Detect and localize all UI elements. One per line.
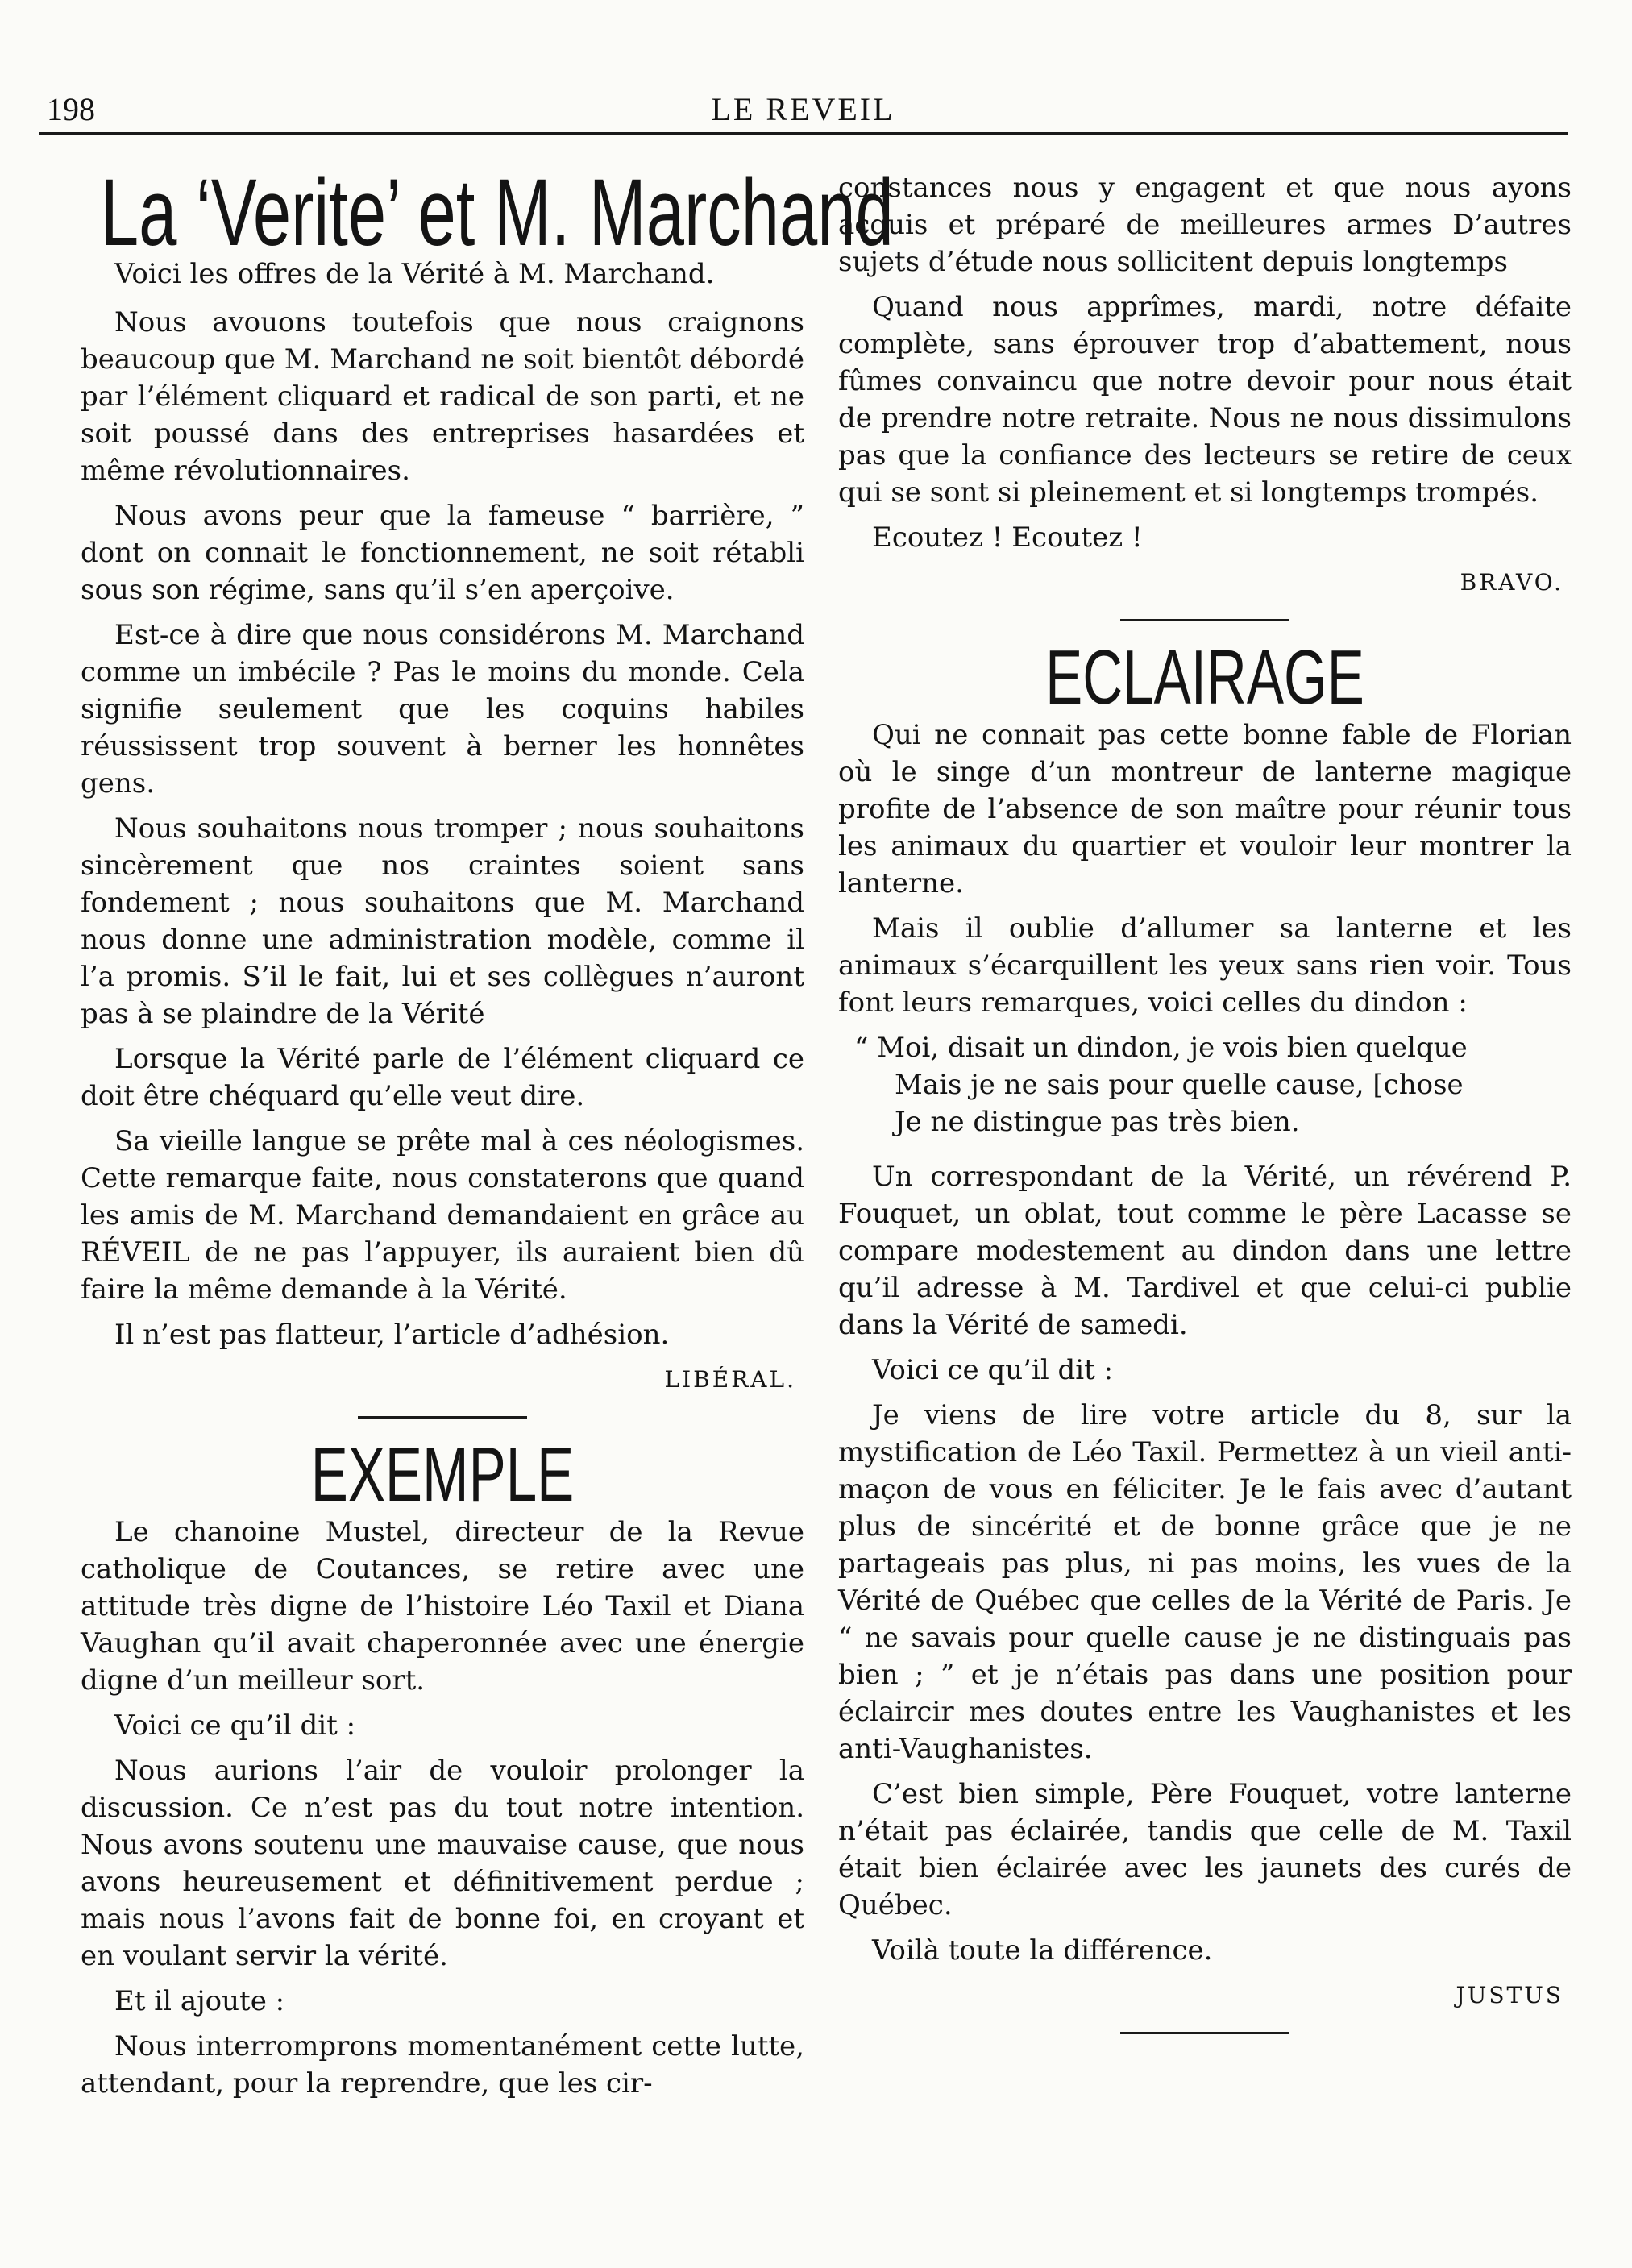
article-paragraph: Le chanoine Mustel, directeur de la Revue catholique de Coutances, se retire avec une attitude très digne de l’histoire Léo Taxil et Diana Vaughan qu’il avait chaperonnée avec une énergie digne d’un meilleur sort. <box>81 1516 804 1697</box>
article-paragraph: C’est bien simple, Père Fouquet, votre lanterne n’était pas éclairée, tandis que celle de M. Taxil était bien éclairée avec les jaunets des curés de Québec. <box>838 1778 1572 1921</box>
article-paragraph: Sa vieille langue se prête mal à ces néologismes. Cette remarque faite, nous constaterons que quand les amis de M. Marchand demandaient en grâce au RÉVEIL de ne pas l’appuyer, ils auraient bien dû faire la même demande à la Vérité. <box>81 1125 804 1306</box>
article-signature: BRAVO. <box>1460 569 1563 596</box>
fable-verse <box>838 1029 1572 1140</box>
left-column <box>81 160 894 2110</box>
article-headline-eclairage: ECLAIRAGE <box>1045 634 1364 721</box>
article-paragraph: Qui ne connait pas cette bonne fable de Florian où le singe d’un montreur de lanterne magique profite de l’absence de son maître pour réunir tous les animaux du quartier et vouloir leur montrer la lanterne. <box>838 719 1572 899</box>
article-paragraph: Est-ce à dire que nous considérons M. Marchand comme un imbécile ? Pas le moins du monde. Cela signifie seulement que les coquins habiles réussissent trop souvent à berner les honnêtes gens. <box>81 619 804 800</box>
article-paragraph: Un correspondant de la Vérité, un révérend P. Fouquet, un oblat, tout comme le père Lacasse se compare modestement au dindon dans une lettre qu’il adresse à M. Tardivel et que celui-ci publie dans la Vérité de samedi. <box>838 1161 1572 1341</box>
article-paragraph: Et il ajoute : <box>114 1985 285 2017</box>
right-column <box>838 169 1572 2052</box>
article-paragraph: Voici les offres de la Vérité à M. Marchand. <box>114 258 715 290</box>
quoted-paragraph: Nous aurions l’air de vouloir prolonger la discussion. Ce n’est pas du tout notre intention. Nous avons soutenu une mauvaise cause, que nous avons heureusement et définitivement perdue ; mais nous l’avons fait de bonne foi, en croyant et en voulant servir la vérité. <box>81 1755 804 1972</box>
article-paragraph: Mais il oublie d’allumer sa lanterne et les animaux s’écarquillent les yeux sans rien voir. Tous font leurs remarques, voici celles du dindon : <box>838 912 1572 1019</box>
article-paragraph: Nous avons peur que la fameuse “ barrière, ” dont on connait le fonctionnement, ne soit rétabli sous son régime, sans qu’il s’en aperçoive. <box>81 500 804 606</box>
verse-line: Je ne distingue pas très bien. <box>895 1106 1300 1138</box>
article-signature: JUSTUS <box>1456 1982 1563 2008</box>
running-header <box>39 87 1568 135</box>
section-divider <box>1120 2032 1289 2034</box>
quoted-paragraph: Nous interromprons momentanément cette lutte, attendant, pour la reprendre, que les cir- <box>81 2030 804 2100</box>
article-paragraph: Lorsque la Vérité parle de l’élément cliquard ce doit être chéquard qu’elle veut dire. <box>81 1043 804 1112</box>
page-number: 198 <box>47 91 95 127</box>
article-paragraph: Quand nous apprîmes, mardi, notre défaite complète, sans éprouver trop d’abattement, nous fûmes convaincu que notre devoir pour nous était de prendre notre retraite. Nous ne nous dissimulons pas que la confiance des lecteurs se retire de ceux qui se sont si pleinement et si longtemps trompés. <box>838 291 1572 509</box>
article-paragraph: Nous avouons toutefois que nous craignons beaucoup que M. Marchand ne soit bientôt débordé par l’élément cliquard et radical de son parti, et ne soit poussé dans des entreprises hasardées et même révolutionnaires. <box>81 306 804 487</box>
article-paragraph: Nous souhaitons nous tromper ; nous souhaitons sincèrement que nos craintes soient sans fondement ; nous souhaitons que M. Marchand nous donne une administration modèle, comme il l’a promis. S’il le fait, lui et ses collègues n’auront pas à se plaindre de la Vérité <box>81 812 804 1030</box>
article-paragraph: Ecoutez ! Ecoutez ! <box>872 521 1143 554</box>
continued-paragraph: constances nous y engagent et que nous ayons acquis et préparé de meilleures armes D’autres sujets d’étude nous sollicitent depuis longtemps <box>838 172 1572 278</box>
article-headline-verite: La ‘Verite’ et M. Marchand <box>100 160 894 266</box>
article-paragraph: Il n’est pas flatteur, l’article d’adhésion. <box>114 1319 670 1351</box>
article-paragraph: Voici ce qu’il dit : <box>114 1709 356 1742</box>
section-divider <box>1120 619 1289 621</box>
quoted-paragraph: Je viens de lire votre article du 8, sur la mystification de Léo Taxil. Permettez à un vieil anti-maçon de vous en féliciter. Je le fais avec d’autant plus de sincérité et de bonne grâce que je ne partageais pas plus, ni pas moins, les vues de la Vérité de Québec que celles de la Vérité de Paris. Je “ ne savais pour quelle cause je ne distinguais pas bien ; ” et je n’étais pas dans une position pour éclaircir mes doutes entre les Vaughanistes et les anti-Vaughanistes. <box>838 1399 1572 1765</box>
section-divider <box>358 1416 527 1419</box>
newspaper-title: LE REVEIL <box>711 91 895 127</box>
article-paragraph: Voilà toute la différence. <box>872 1934 1213 1967</box>
verse-line: “ Moi, disait un dindon, je vois bien quelque <box>854 1032 1468 1064</box>
article-paragraph: Voici ce qu’il dit : <box>872 1354 1114 1386</box>
verse-line: Mais je ne sais pour quelle cause, [chose <box>895 1069 1464 1101</box>
article-headline-exemple: EXEMPLE <box>310 1431 575 1518</box>
article-signature: LIBÉRAL. <box>664 1366 796 1393</box>
